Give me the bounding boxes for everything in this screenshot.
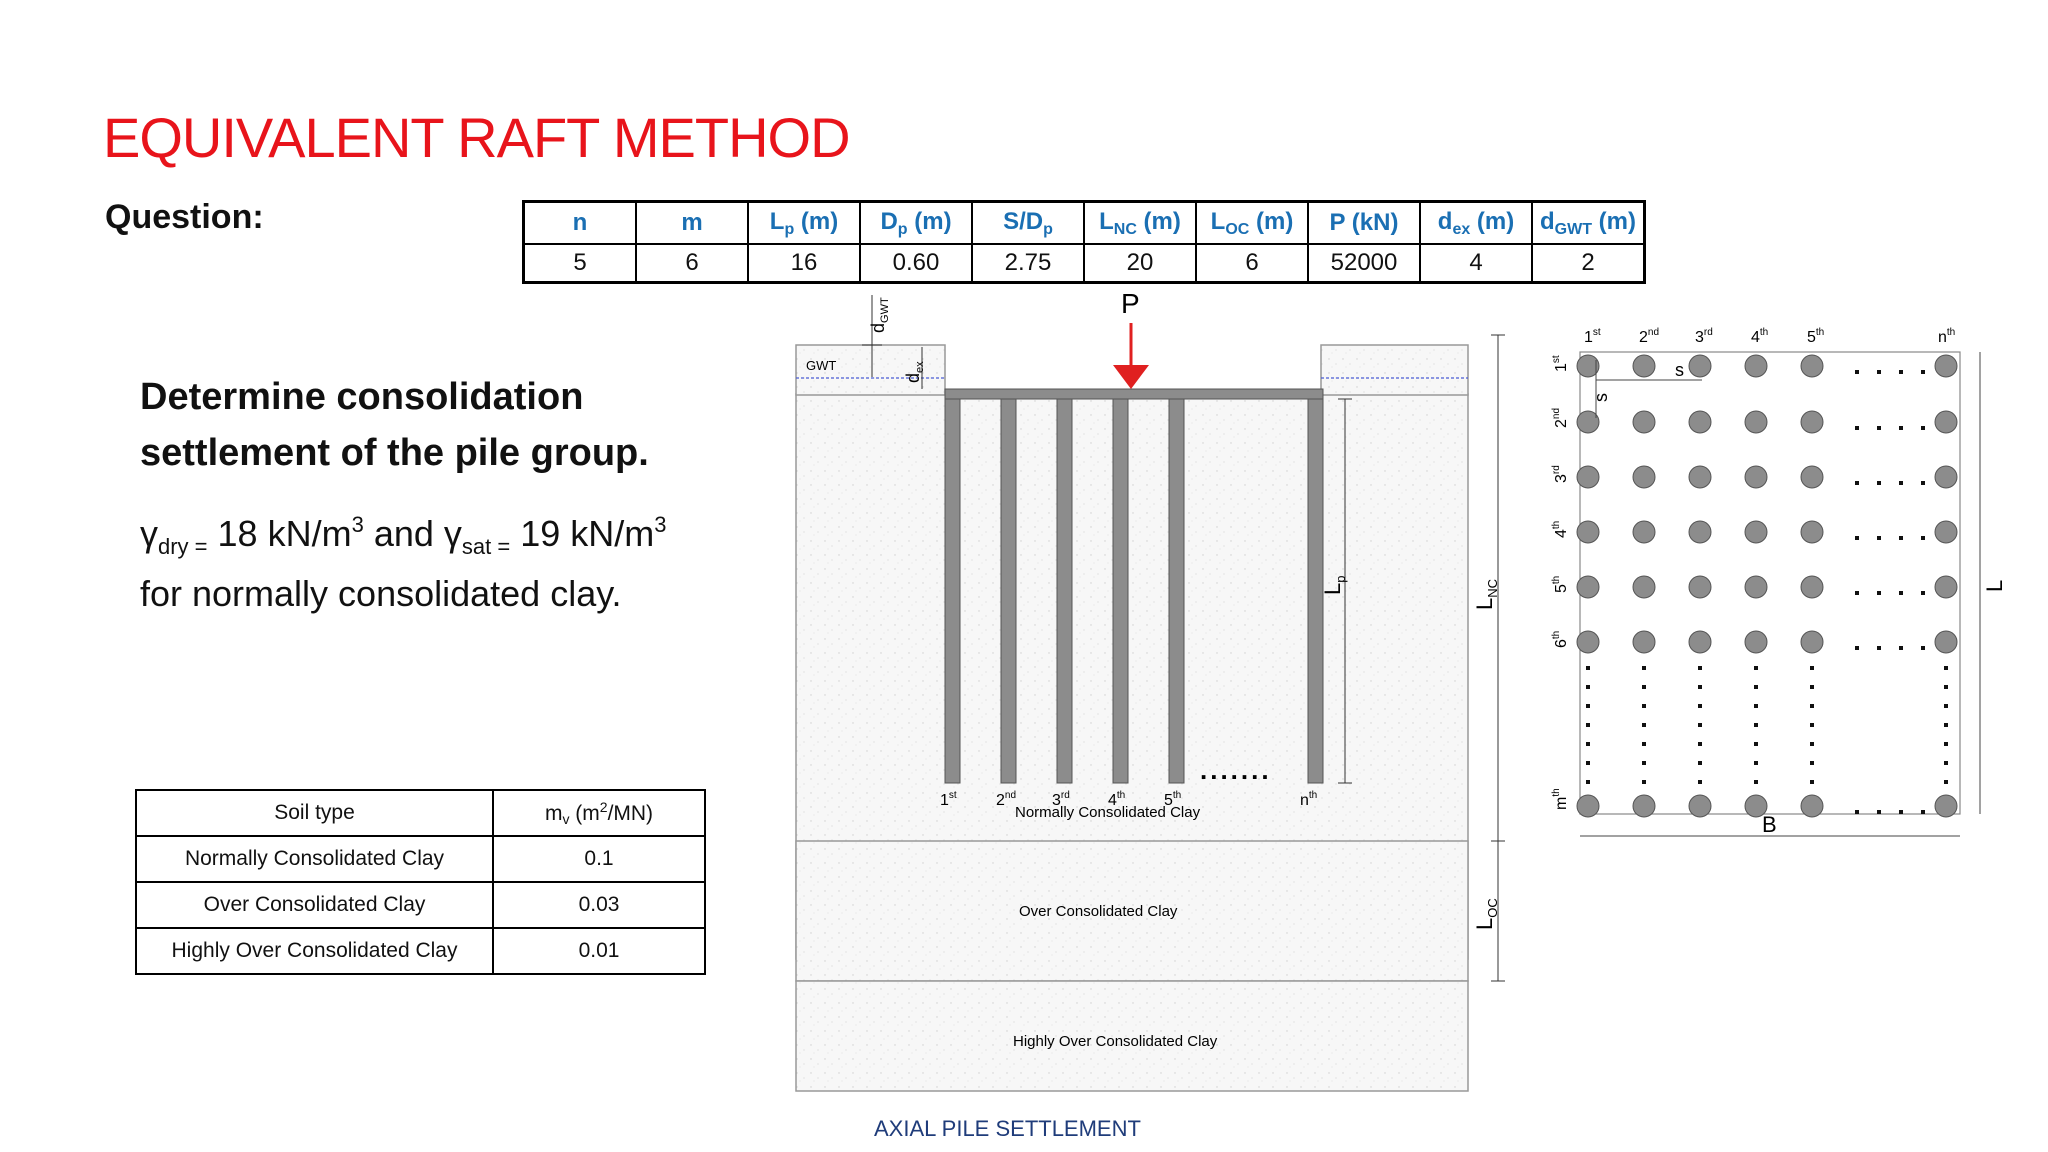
- plan-col-label-n: $n^{th}$: [1938, 327, 1956, 346]
- plan-continuation-dot: [1642, 685, 1646, 689]
- plan-pile: [1633, 576, 1655, 598]
- plan-continuation-dot: [1586, 742, 1590, 746]
- plan-col-label-2: 2nd: [1639, 327, 1660, 346]
- param-value-lnc: 20: [1084, 244, 1196, 283]
- plan-pile: [1801, 466, 1823, 488]
- plan-continuation-dot: [1642, 742, 1646, 746]
- table-row: [136, 928, 705, 974]
- pile-3: [1057, 399, 1072, 783]
- width-label: B: [1762, 812, 1777, 837]
- gamma-sat-symbol: γ: [443, 513, 462, 554]
- plan-continuation-dot: [1855, 536, 1859, 540]
- and-text: and: [363, 513, 444, 554]
- mv-cell: 0.01: [493, 928, 705, 974]
- plan-row-label-5: 5th: [1551, 575, 1570, 593]
- lp-label: $L_p$: [1320, 575, 1348, 595]
- param-value-dgwt: 2: [1532, 244, 1645, 283]
- pile-label-n: $n^{th}$: [1300, 790, 1318, 809]
- plan-pile: [1633, 795, 1655, 817]
- param-value-p: 52000: [1308, 244, 1420, 283]
- lnc-label: $L_{NC}$: [1472, 578, 1500, 610]
- gamma-sat-subscript: sat =: [461, 534, 511, 559]
- plan-continuation-dot: [1877, 481, 1881, 485]
- plan-continuation-dot: [1698, 780, 1702, 784]
- plan-continuation-dot: [1642, 761, 1646, 765]
- oc-clay-label: Over Consolidated Clay: [1019, 903, 1178, 920]
- plan-continuation-dot: [1855, 591, 1859, 595]
- plan-continuation-dot: [1921, 481, 1925, 485]
- pile-1: [945, 399, 960, 783]
- pile-label-5: 5th: [1164, 790, 1182, 809]
- plan-continuation-dot: [1698, 742, 1702, 746]
- plan-pile: [1801, 631, 1823, 653]
- soil-type-cell: Over Consolidated Clay: [136, 882, 493, 928]
- plan-continuation-dot: [1944, 685, 1948, 689]
- plan-continuation-dot: [1899, 810, 1903, 814]
- param-header-dp: $D_p$ (m): [860, 202, 972, 245]
- plan-continuation-dot: [1855, 426, 1859, 430]
- pile-label-3: 3rd: [1052, 790, 1070, 809]
- plan-pile: [1689, 355, 1711, 377]
- gamma-dry-value: 18 kN/m: [207, 513, 352, 554]
- plan-continuation-dot: [1754, 761, 1758, 765]
- pile-continuation-dots: .......: [1200, 755, 1272, 785]
- plan-continuation-dot: [1754, 780, 1758, 784]
- plan-pile: [1689, 576, 1711, 598]
- plan-pile: [1935, 631, 1957, 653]
- table-row: [136, 836, 705, 882]
- plan-row-label-6: 6th: [1551, 630, 1570, 648]
- pile-plan-diagram: [1540, 320, 2010, 850]
- plan-continuation-dot: [1698, 666, 1702, 670]
- param-header-loc: $L_{OC}$ (m): [1196, 202, 1308, 245]
- gamma-sat-value: 19 kN/m: [510, 513, 655, 554]
- plan-continuation-dot: [1642, 780, 1646, 784]
- mv-cell: 0.1: [493, 836, 705, 882]
- plan-col-label-3: 3rd: [1695, 327, 1713, 346]
- plan-continuation-dot: [1642, 723, 1646, 727]
- gwt-label: GWT: [806, 358, 837, 373]
- plan-continuation-dot: [1642, 666, 1646, 670]
- plan-pile: [1689, 411, 1711, 433]
- plan-continuation-dot: [1944, 666, 1948, 670]
- plan-continuation-dot: [1877, 426, 1881, 430]
- plan-pile: [1577, 631, 1599, 653]
- question-label: Question:: [105, 198, 264, 236]
- plan-pile: [1801, 355, 1823, 377]
- table-row: [136, 882, 705, 928]
- param-value-s-dp: 2.75: [972, 244, 1084, 283]
- param-value-loc: 6: [1196, 244, 1308, 283]
- plan-pile: [1935, 466, 1957, 488]
- plan-continuation-dot: [1754, 685, 1758, 689]
- plan-continuation-dot: [1754, 666, 1758, 670]
- plan-pile: [1745, 576, 1767, 598]
- plan-continuation-dot: [1899, 481, 1903, 485]
- plan-pile: [1633, 631, 1655, 653]
- pile-label-4: 4th: [1108, 790, 1126, 809]
- plan-continuation-dot: [1698, 723, 1702, 727]
- plan-continuation-dot: [1810, 704, 1814, 708]
- plan-continuation-dot: [1944, 742, 1948, 746]
- gamma-dry-exponent: 3: [351, 512, 364, 537]
- plan-continuation-dot: [1586, 685, 1590, 689]
- plan-continuation-dot: [1698, 761, 1702, 765]
- dex-label: $d_{ex}$: [903, 361, 926, 383]
- plan-continuation-dot: [1877, 370, 1881, 374]
- plan-pile: [1689, 521, 1711, 543]
- soil-type-header: Soil type: [136, 790, 493, 836]
- param-header-m: m: [636, 202, 748, 245]
- plan-continuation-dot: [1754, 742, 1758, 746]
- parameters-value-row: [524, 244, 1645, 283]
- plan-pile: [1801, 795, 1823, 817]
- plan-continuation-dot: [1586, 723, 1590, 727]
- plan-pile: [1689, 631, 1711, 653]
- dgwt-label: $d_{GWT}$: [868, 297, 891, 333]
- plan-pile: [1633, 466, 1655, 488]
- param-value-n: 5: [524, 244, 637, 283]
- plan-continuation-dot: [1855, 810, 1859, 814]
- plan-col-label-5: 5th: [1807, 327, 1825, 346]
- plan-row-label-3: 3rd: [1551, 465, 1570, 483]
- plan-pile: [1689, 466, 1711, 488]
- plan-continuation-dot: [1855, 646, 1859, 650]
- plan-pile: [1577, 466, 1599, 488]
- plan-col-label-4: 4th: [1751, 327, 1769, 346]
- plan-continuation-dot: [1944, 780, 1948, 784]
- gamma-dry-subscript: dry =: [158, 534, 208, 559]
- plan-continuation-dot: [1877, 536, 1881, 540]
- soil-type-table: [135, 789, 706, 975]
- param-value-dex: 4: [1420, 244, 1532, 283]
- param-value-m: 6: [636, 244, 748, 283]
- hoc-clay-label: Highly Over Consolidated Clay: [1013, 1033, 1218, 1050]
- plan-pile: [1633, 411, 1655, 433]
- plan-continuation-dot: [1810, 761, 1814, 765]
- plan-continuation-dot: [1810, 723, 1814, 727]
- pile-4: [1113, 399, 1128, 783]
- soil-table-header: [136, 790, 705, 836]
- param-header-s-dp: $S/D_p$: [972, 202, 1084, 245]
- plan-continuation-dot: [1754, 723, 1758, 727]
- plan-continuation-dot: [1921, 370, 1925, 374]
- plan-continuation-dot: [1810, 685, 1814, 689]
- plan-continuation-dot: [1877, 591, 1881, 595]
- plan-continuation-dot: [1921, 426, 1925, 430]
- plan-pile: [1935, 521, 1957, 543]
- plan-row-label-2: 2nd: [1551, 407, 1570, 428]
- param-header-p: P (kN): [1308, 202, 1420, 245]
- pile-label-2: 2nd: [996, 790, 1017, 809]
- plan-pile: [1745, 355, 1767, 377]
- param-header-n: n: [524, 202, 637, 245]
- plan-pile: [1801, 521, 1823, 543]
- soil-type-cell: Normally Consolidated Clay: [136, 836, 493, 882]
- param-header-dgwt: $d_{GWT}$ (m): [1532, 202, 1645, 245]
- pile-2: [1001, 399, 1016, 783]
- pile-5: [1169, 399, 1184, 783]
- spacing-label-horizontal: s: [1675, 360, 1684, 380]
- plan-pile: [1633, 355, 1655, 377]
- plan-pile: [1935, 576, 1957, 598]
- plan-continuation-dot: [1899, 370, 1903, 374]
- plan-pile: [1801, 576, 1823, 598]
- pile-cap: [945, 389, 1323, 399]
- param-value-lp: 16: [748, 244, 860, 283]
- plan-continuation-dot: [1810, 780, 1814, 784]
- plan-continuation-dot: [1698, 704, 1702, 708]
- plan-continuation-dot: [1921, 810, 1925, 814]
- param-value-dp: 0.60: [860, 244, 972, 283]
- plan-continuation-dot: [1855, 370, 1859, 374]
- plan-pile: [1633, 521, 1655, 543]
- plan-continuation-dot: [1944, 723, 1948, 727]
- plan-pile: [1745, 466, 1767, 488]
- plan-row-label-4: 4th: [1551, 520, 1570, 538]
- pile-label-1: 1st: [940, 790, 957, 809]
- plan-continuation-dot: [1754, 704, 1758, 708]
- plan-pile: [1801, 411, 1823, 433]
- plan-continuation-dot: [1899, 646, 1903, 650]
- plan-continuation-dot: [1921, 646, 1925, 650]
- plan-pile-grid: [1577, 355, 1957, 817]
- plan-continuation-dot: [1921, 591, 1925, 595]
- param-header-dex: $d_{ex}$ (m): [1420, 202, 1532, 245]
- plan-continuation-dot: [1899, 426, 1903, 430]
- mv-header: mv $(m^2/MN)$: [493, 790, 705, 836]
- plan-continuation-dot: [1921, 536, 1925, 540]
- slide-title: EQUIVALENT RAFT METHOD: [103, 106, 850, 169]
- plan-continuation-dot: [1810, 666, 1814, 670]
- loc-label: $L_{OC}$: [1472, 898, 1500, 930]
- prompt-line-1: Determine consolidation: [140, 376, 584, 418]
- plan-continuation-dot: [1642, 704, 1646, 708]
- spacing-label-vertical: s: [1591, 393, 1611, 402]
- load-label: P: [1121, 288, 1140, 319]
- plan-pile: [1935, 355, 1957, 377]
- plan-continuation-dot: [1810, 742, 1814, 746]
- plan-pile: [1935, 411, 1957, 433]
- right-soil-bank: [1321, 345, 1468, 395]
- plan-pile: [1689, 795, 1711, 817]
- plan-pile: [1745, 631, 1767, 653]
- prompt-line-2: settlement of the pile group.: [140, 432, 649, 474]
- parameters-table: [522, 200, 1646, 284]
- plan-continuation-dot: [1877, 646, 1881, 650]
- plan-pile: [1745, 411, 1767, 433]
- plan-pile: [1745, 521, 1767, 543]
- gamma-dry-symbol: γ: [140, 513, 158, 554]
- plan-continuation-dot: [1855, 481, 1859, 485]
- plan-row-label-m: $m^{th}$: [1551, 788, 1570, 810]
- parameters-header-row: [524, 202, 1645, 245]
- plan-pile: [1577, 521, 1599, 543]
- plan-continuation-dot: [1586, 780, 1590, 784]
- nc-clay-label: Normally Consolidated Clay: [1015, 804, 1201, 821]
- gamma-sat-exponent: 3: [654, 512, 667, 537]
- soil-type-cell: Highly Over Consolidated Clay: [136, 928, 493, 974]
- footer-text: AXIAL PILE SETTLEMENT: [874, 1116, 1141, 1141]
- param-header-lp: $L_p$ (m): [748, 202, 860, 245]
- plan-continuation-dot: [1899, 536, 1903, 540]
- plan-continuation-dot: [1586, 704, 1590, 708]
- length-label: L: [1982, 579, 2007, 592]
- unit-weights-line: [140, 497, 667, 575]
- plan-continuation-dot: [1944, 761, 1948, 765]
- plan-pile: [1577, 576, 1599, 598]
- prompt-line-4: for normally consolidated clay.: [140, 573, 622, 614]
- mv-cell: 0.03: [493, 882, 705, 928]
- param-header-lnc: $L_{NC}$ (m): [1084, 202, 1196, 245]
- plan-continuation-dot: [1944, 704, 1948, 708]
- plan-continuation-dot: [1877, 810, 1881, 814]
- plan-pile: [1577, 795, 1599, 817]
- plan-pile: [1935, 795, 1957, 817]
- plan-continuation-dot: [1586, 666, 1590, 670]
- pile-section-diagram: [780, 285, 1530, 1115]
- plan-col-label-1: 1st: [1584, 327, 1601, 346]
- plan-continuation-dot: [1899, 591, 1903, 595]
- plan-continuation-dot: [1586, 761, 1590, 765]
- plan-continuation-dot: [1698, 685, 1702, 689]
- plan-row-label-1: 1st: [1551, 355, 1570, 372]
